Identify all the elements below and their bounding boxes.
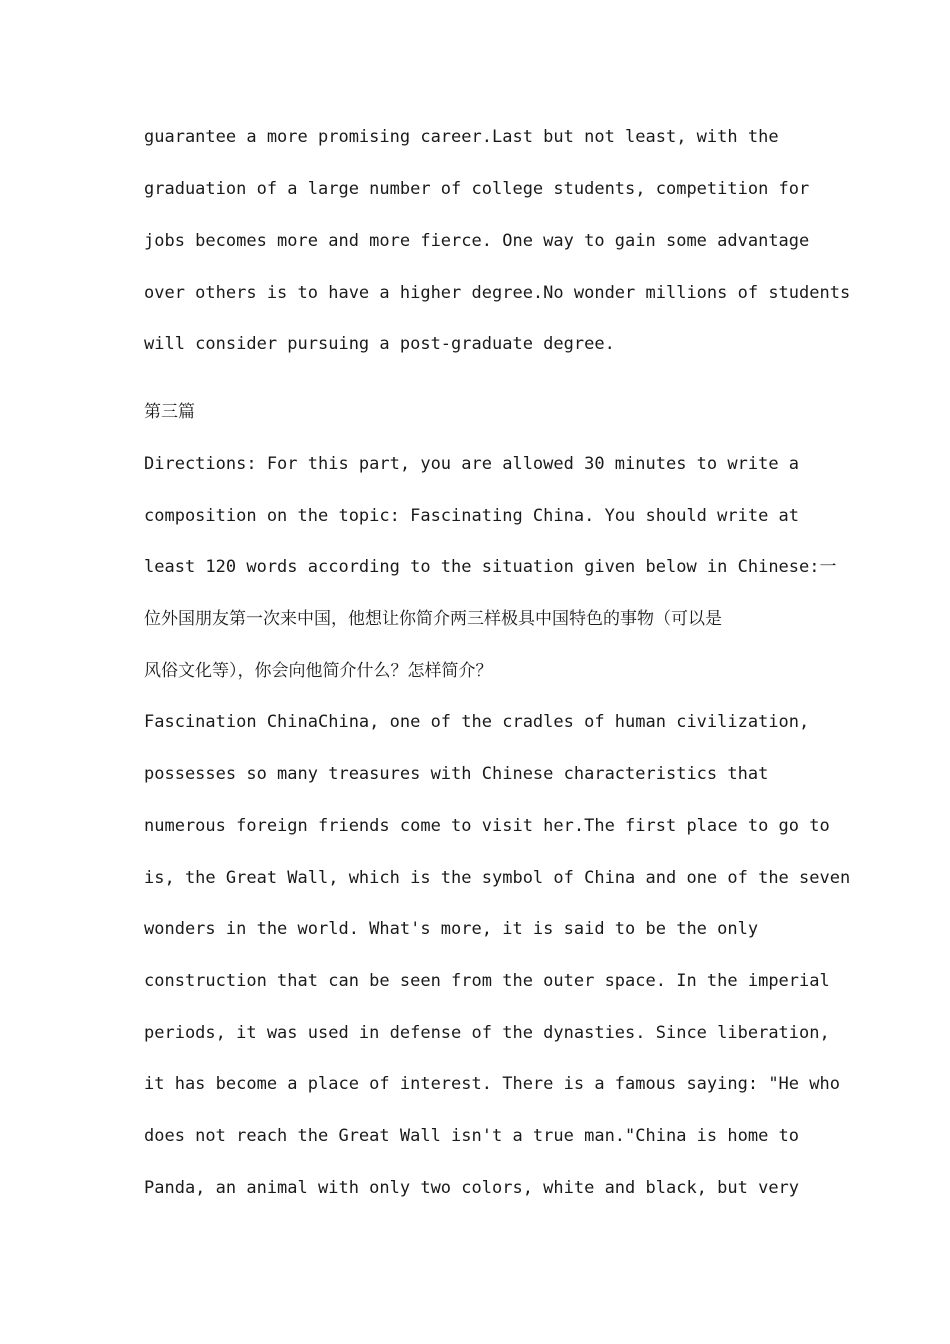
directions-line: 位外国朋友第一次来中国，他想让你简介两三样极具中国特色的事物（可以是 — [144, 609, 722, 629]
essay-line: wonders in the world. What's more, it is said to be the only — [144, 919, 759, 939]
essay-line: periods, it was used in defense of the dynasties. Since liberation, — [144, 1023, 830, 1043]
essay-line: Fascination ChinaChina, one of the cradles of human civilization, — [144, 712, 810, 732]
essay-line: it has become a place of interest. There is a famous saying: "He who — [144, 1074, 840, 1094]
essay-line: is, the Great Wall, which is the symbol of China and one of the seven — [144, 868, 851, 888]
essay-line: Panda, an animal with only two colors, white and black, but very — [144, 1178, 800, 1198]
essay-line: graduation of a large number of college students, competition for — [144, 179, 810, 199]
directions-line: composition on the topic: Fascinating China. You should write at — [144, 506, 800, 526]
essay-line: possesses so many treasures with Chinese characteristics that — [144, 764, 769, 784]
essay-line: construction that can be seen from the outer space. In the imperial — [144, 971, 830, 991]
section-heading: 第三篇 — [144, 402, 195, 422]
directions-line: 风俗文化等），你会向他简介什么？怎样简介？ — [144, 661, 493, 681]
essay-line: jobs becomes more and more fierce. One way to gain some advantage — [144, 231, 810, 251]
essay-line: does not reach the Great Wall isn't a true man."China is home to — [144, 1126, 800, 1146]
essay-line: will consider pursuing a post-graduate degree. — [144, 334, 615, 354]
essay-line: over others is to have a higher degree.No wonder millions of students — [144, 283, 851, 303]
essay-line: numerous foreign friends come to visit her.The first place to go to — [144, 816, 830, 836]
directions-line: Directions: For this part, you are allowed 30 minutes to write a — [144, 454, 800, 474]
directions-line: least 120 words according to the situation given below in Chinese:一 — [144, 557, 837, 577]
essay-line: guarantee a more promising career.Last but not least, with the — [144, 127, 779, 147]
